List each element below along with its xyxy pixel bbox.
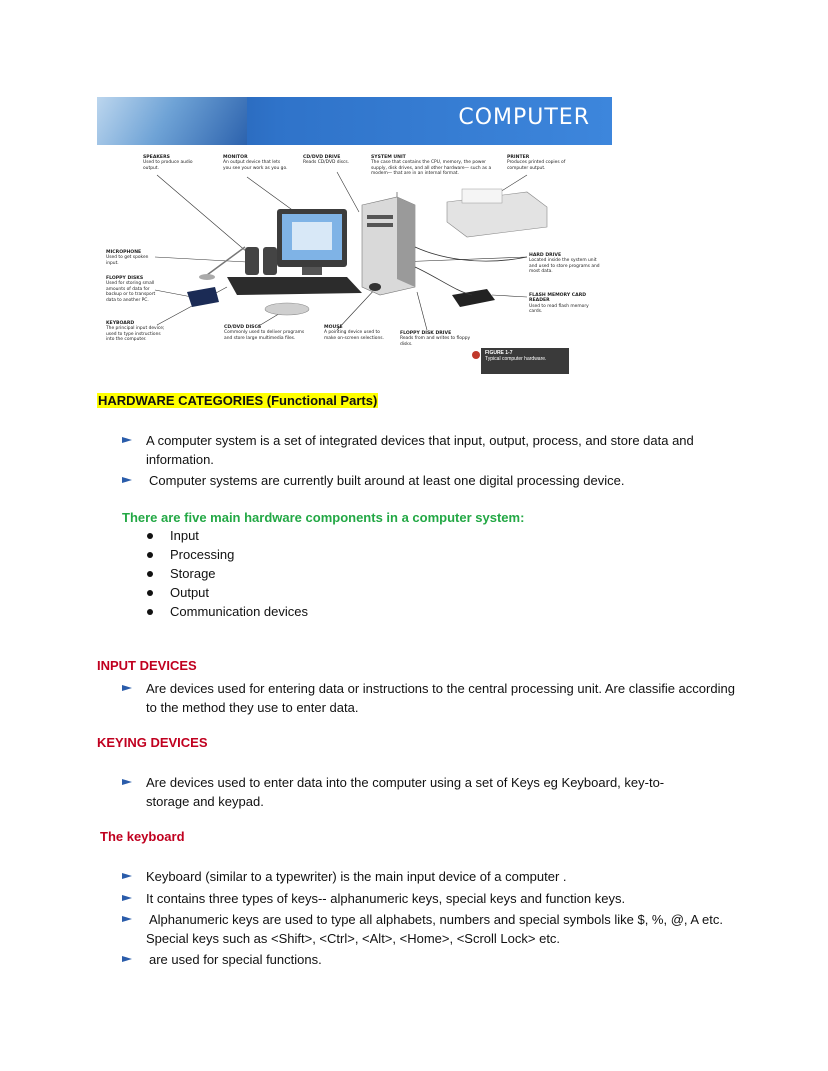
component-item-storage: Storage <box>170 566 216 581</box>
component-item-input: Input <box>170 528 199 543</box>
computer-hardware-figure <box>97 97 612 375</box>
label-microphone: MICROPHONE Used to get spoken input. <box>106 250 149 266</box>
input-devices-heading: INPUT DEVICES <box>97 658 197 673</box>
keyboard-heading: The keyboard <box>100 829 185 844</box>
caption-title: FIGURE 1-7 <box>485 350 513 356</box>
arrow-bullet-icon <box>122 685 132 691</box>
dot-bullet-icon <box>147 590 153 596</box>
input-devices-bullet-1: Are devices used for entering data or instructions to the central processing unit. Are classifie according to the method they use to enter data. <box>146 681 735 715</box>
label-system-unit: SYSTEM UNIT The case that contains the CPU, memory, the power supply, disk drives, and all other hardware— such as a modem— that are in an internal format. <box>371 155 492 177</box>
dot-bullet-icon <box>147 571 153 577</box>
keyboard-bullet-1: Keyboard (similar to a typewriter) is the main input device of a computer . <box>146 869 567 884</box>
label-hard-drive: HARD DRIVE Located inside the system unit and used to store programs and most data. <box>529 253 600 275</box>
hardware-bullet-1: A computer system is a set of integrated devices that input, output, process, and store data and information. <box>146 433 694 467</box>
label-flash-memory-card-reader: FLASH MEMORY CARD READER Used to read flash memory cards. <box>529 293 589 315</box>
dot-bullet-icon <box>147 533 153 539</box>
component-item-output: Output <box>170 585 210 600</box>
hardware-bullet-2: Computer systems are currently built around at least one digital processing device. <box>149 473 625 488</box>
component-item-communication: Communication devices <box>170 604 309 619</box>
arrow-bullet-icon <box>122 779 132 785</box>
component-item-processing: Processing <box>170 547 235 562</box>
keyboard-bullet-2: It contains three types of keys-- alphanumeric keys, special keys and function keys. <box>146 891 626 906</box>
arrow-bullet-icon <box>122 437 132 443</box>
label-cd-dvd-drive: CD/DVD DRIVE Reads CD/DVD discs. <box>303 155 350 166</box>
label-speakers: SPEAKERS Used to produce audio output. <box>143 155 193 171</box>
caption-text: Typical computer hardware. <box>485 356 547 362</box>
label-cd-dvd-discs: CD/DVD DISCS Commonly used to deliver programs and store large multimedia files. <box>224 325 305 341</box>
label-printer: PRINTER Produces printed copies of computer output. <box>507 155 566 171</box>
arrow-bullet-icon <box>122 916 132 922</box>
label-mouse: MOUSE A pointing device used to make on-screen selections. <box>324 325 384 341</box>
label-floppy-disks: FLOPPY DISKS Used for storing small amounts of data for backup or to transport data to another PC. <box>106 276 156 303</box>
arrow-bullet-icon <box>122 895 132 901</box>
figure-caption <box>481 348 569 374</box>
keyboard-bullet-3: Alphanumeric keys are used to type all alphabets, numbers and special symbols like $, %, @, A etc. Special keys such as <Shift>, <Ctrl>, <Alt>, <Home>, <Scroll Lock> etc. <box>146 912 723 946</box>
arrow-bullet-icon <box>122 956 132 962</box>
dot-bullet-icon <box>147 552 153 558</box>
components-heading: There are five main hardware components in a computer system: <box>122 510 525 525</box>
label-floppy-disk-drive: FLOPPY DISK DRIVE Reads from and writes to floppy disks. <box>400 331 471 347</box>
figure-title: COMPUTER <box>458 105 590 130</box>
arrow-bullet-icon <box>122 477 132 483</box>
keyboard-bullet-4: are used for special functions. <box>149 952 322 967</box>
hardware-categories-heading: HARDWARE CATEGORIES (Functional Parts) <box>98 393 378 408</box>
dot-bullet-icon <box>147 609 153 615</box>
label-keyboard: KEYBOARD The principal input device; used to type instructions into the computer. <box>106 321 165 343</box>
arrow-bullet-icon <box>122 873 132 879</box>
label-monitor: MONITOR An output device that lets you see your work as you go. <box>223 155 288 171</box>
keying-devices-heading: KEYING DEVICES <box>97 735 208 750</box>
keying-devices-bullet-1: Are devices used to enter data into the computer using a set of Keys eg Keyboard, key-to-storage and keypad. <box>146 775 665 809</box>
caption-marker-icon <box>472 351 480 359</box>
